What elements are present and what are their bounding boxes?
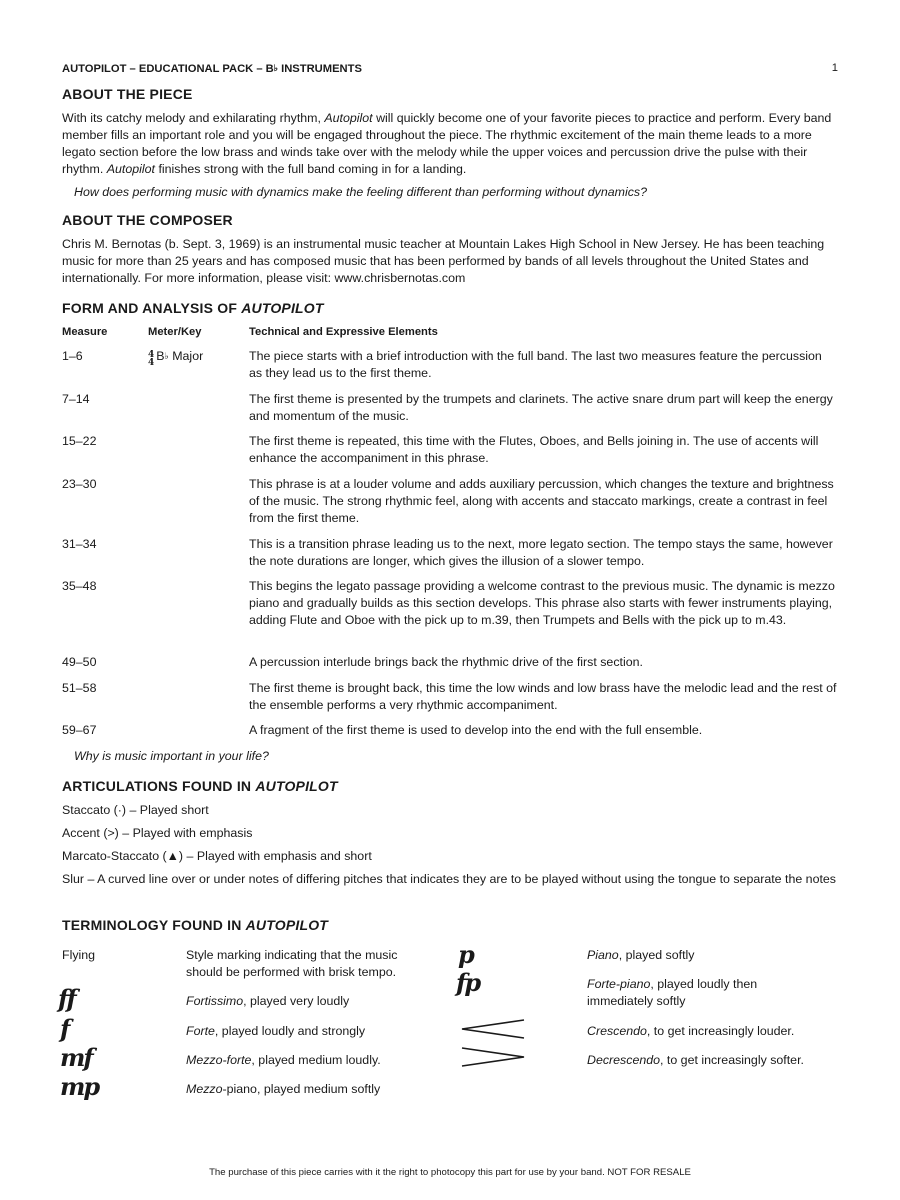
measure-cell: 49–50 xyxy=(62,655,97,669)
articulation-slur: Slur – A curved line over or under notes of differing pitches that indicates they are to be played without using the tongue to separate the notes xyxy=(62,872,836,886)
about-composer-heading: ABOUT THE COMPOSER xyxy=(62,212,233,228)
page-header xyxy=(62,60,838,78)
col-measure-header: Measure xyxy=(62,326,108,338)
measure-cell: 59–67 xyxy=(62,723,97,737)
forte-definition: Forte, played loudly and strongly xyxy=(186,1024,366,1038)
meter-key-cell: 4 4 B♭ Major xyxy=(148,349,204,368)
description-cell: This is a transition phrase leading us to the next, more legato section. The tempo stays the same, however the note durations are longer, which gives the illusion of a slower tempo. xyxy=(249,537,833,568)
measure-cell: 35–48 xyxy=(62,579,97,593)
description-cell: The first theme is repeated, this time with the Flutes, Oboes, and Bells joining in. The use of accents will enhance the accompaniment in this phrase. xyxy=(249,434,819,465)
measure-cell: 15–22 xyxy=(62,434,97,448)
description-cell: This phrase is at a louder volume and adds auxiliary percussion, which changes the texture and brightness of the music. The strong rhythmic feel, along with accents and staccato markings, create a contrast in feel from the first theme. xyxy=(249,477,834,525)
piano-symbol: p xyxy=(458,940,473,969)
piano-definition: Piano, played softly xyxy=(587,948,695,962)
about-piece-question: How does performing music with dynamics make the feeling different than performing without dynamics? xyxy=(74,185,647,199)
measure-cell: 23–30 xyxy=(62,477,97,491)
description-cell: The piece starts with a brief introduction with the full band. The last two measures feature the percussion as they lead us to the first theme. xyxy=(249,349,822,380)
measure-cell: 7–14 xyxy=(62,392,90,406)
description-cell: This begins the legato passage providing a welcome contrast to the previous music. The dynamic is mezzo piano and gradually builds as this section develops. This phrase also starts with fewer instruments playing, adding Flute and Oboe with the pick up to m.39, then Trumpets and Bells with the pick up to m.43. xyxy=(249,579,835,627)
description-cell: A percussion interlude brings back the rhythmic drive of the first section. xyxy=(249,655,643,669)
fortissimo-symbol: ff xyxy=(58,984,75,1013)
header-title: AUTOPILOT – EDUCATIONAL PACK – B♭ INSTRUMENTS xyxy=(62,63,362,75)
forte-piano-definition: Forte-piano, played loudly then immediately softly xyxy=(587,977,758,1008)
term-flying-definition: Style marking indicating that the music should be performed with brisk tempo. xyxy=(186,948,398,979)
measure-cell: 1–6 xyxy=(62,349,83,363)
crescendo-hairpin-icon xyxy=(460,1018,526,1040)
mezzo-forte-definition: Mezzo-forte, played medium loudly. xyxy=(186,1053,381,1067)
time-signature: 4 4 xyxy=(148,350,155,368)
form-heading: FORM AND ANALYSIS OF AUTOPILOT xyxy=(62,300,324,316)
measure-cell: 51–58 xyxy=(62,681,97,695)
articulation-staccato: Staccato (·) – Played short xyxy=(62,803,209,817)
about-piece-text: With its catchy melody and exhilarating rhythm, Autopilot will quickly become one of your favorite pieces to practice and perform. Every band member fills an important role and you will be engaged throughout the piece. The rhythmic excitement of the main theme leads to a more legato section before the low brass and winds take over with the melody while the upper voices and percussion drive the pulse with their rhythm. Autopilot finishes strong with the full band coming in for a landing. xyxy=(62,111,832,176)
mezzo-forte-symbol: mf xyxy=(60,1043,92,1072)
description-cell: The first theme is presented by the trumpets and clarinets. The active snare drum part will keep the energy and momentum of the music. xyxy=(249,392,833,423)
decrescendo-definition: Decrescendo, to get increasingly softer. xyxy=(587,1053,804,1067)
terminology-heading: TERMINOLOGY FOUND IN AUTOPILOT xyxy=(62,917,329,933)
about-piece-heading: ABOUT THE PIECE xyxy=(62,86,193,102)
crescendo-definition: Crescendo, to get increasingly louder. xyxy=(587,1024,795,1038)
col-elements-header: Technical and Expressive Elements xyxy=(249,326,438,338)
articulation-marcato-staccato: Marcato-Staccato (▲) – Played with emphasis and short xyxy=(62,849,372,863)
forte-piano-symbol: fp xyxy=(456,968,480,997)
fortissimo-definition: Fortissimo, played very loudly xyxy=(186,994,350,1008)
articulations-heading: ARTICULATIONS FOUND IN AUTOPILOT xyxy=(62,778,338,794)
forte-symbol: f xyxy=(60,1014,69,1043)
decrescendo-hairpin-icon xyxy=(460,1046,526,1068)
articulation-accent: Accent (>) – Played with emphasis xyxy=(62,826,253,840)
form-question: Why is music important in your life? xyxy=(74,749,269,763)
mezzo-piano-symbol: mp xyxy=(60,1072,99,1101)
footer-notice: The purchase of this piece carries with it the right to photocopy this part for use by your band. NOT FOR RESALE xyxy=(209,1167,691,1178)
measure-cell: 31–34 xyxy=(62,537,97,551)
mezzo-piano-definition: Mezzo-piano, played medium softly xyxy=(186,1082,381,1096)
term-flying: Flying xyxy=(62,948,96,962)
page-number: 1 xyxy=(831,62,838,74)
description-cell: The first theme is brought back, this time the low winds and low brass have the melodic lead and the rest of the ensemble performs a very rhythmic accompaniment. xyxy=(249,681,837,712)
col-meter-header: Meter/Key xyxy=(148,326,202,338)
about-composer-text: Chris M. Bernotas (b. Sept. 3, 1969) is an instrumental music teacher at Mountain Lakes High School in New Jersey. He has been teaching music for more than 25 years and has composed music that has been performed by bands of all levels throughout the United States and internationally. For more information, please visit: www.chrisbernotas.com xyxy=(62,237,825,285)
description-cell: A fragment of the first theme is used to develop into the end with the full ensemble. xyxy=(249,723,703,737)
